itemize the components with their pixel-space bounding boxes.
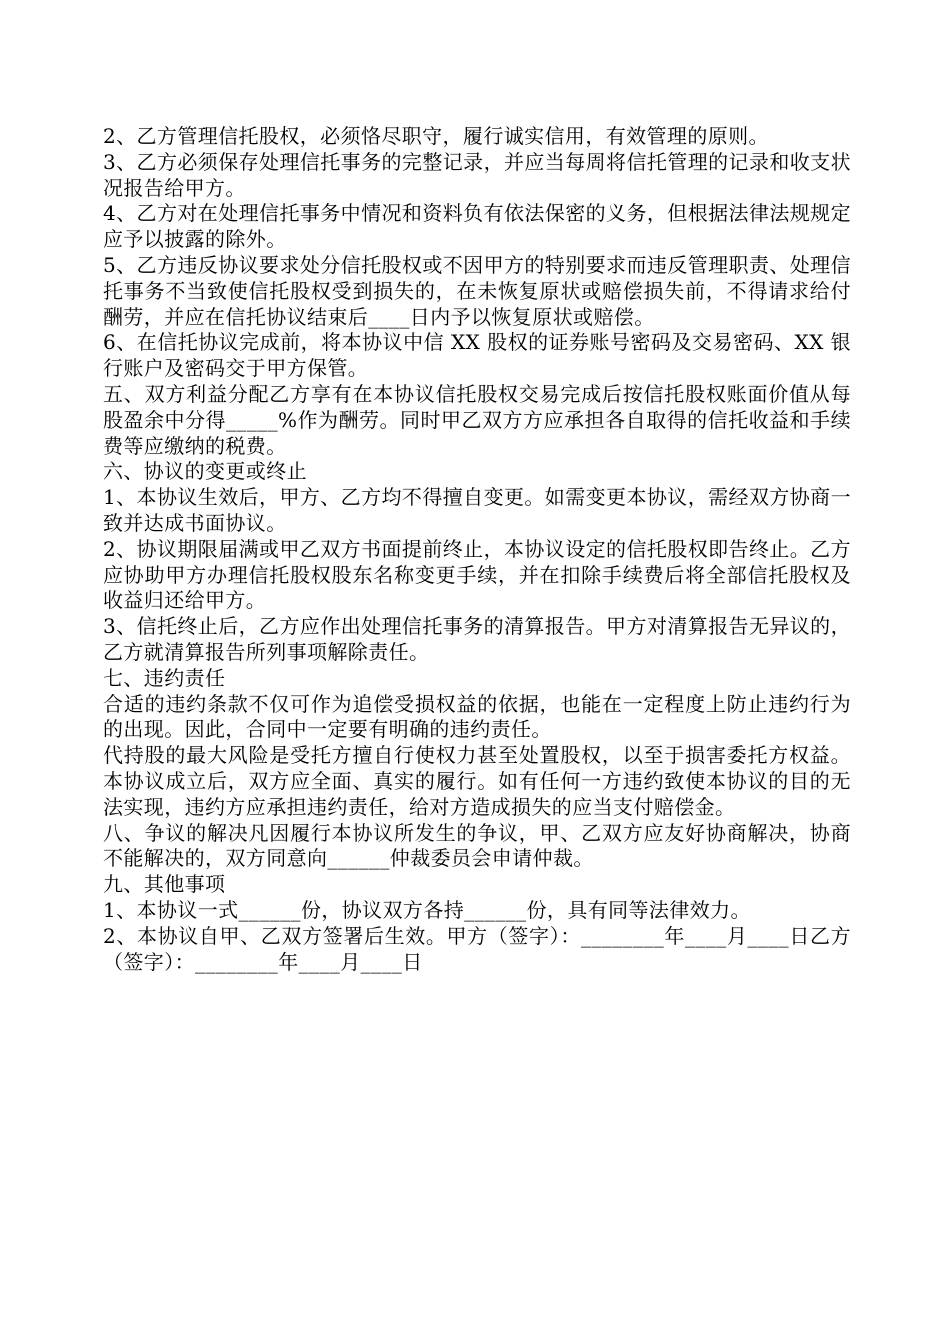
- clause-5-breach-compensation: 5、乙方违反协议要求处分信托股权或不因甲方的特别要求而违反管理职责、处理信托事务不当致使信托股权受到损失的，在未恢复原状或赔偿损失前，不得请求给付酬劳，并应在信托协议结束后____日内予以恢复原状或赔偿。: [103, 252, 851, 329]
- section-5-profit-distribution: 五、双方利益分配乙方享有在本协议信托股权交易完成后按信托股权账面价值从每股盈余中分得_____%作为酬劳。同时甲乙双方方应承担各自取得的信托收益和手续费等应缴纳的税费。: [103, 381, 851, 458]
- clause-2-trustee-duty: 2、乙方管理信托股权，必须恪尽职守，履行诚实信用，有效管理的原则。: [103, 124, 769, 148]
- section-8-dispute-resolution: 八、争议的解决凡因履行本协议所发生的争议，甲、乙双方应友好协商解决，协商不能解决的，双方同意向______仲裁委员会申请仲裁。: [103, 820, 851, 871]
- section-7-paragraph-1: 合适的违约条款不仅可作为追偿受损权益的依据，也能在一定程度上防止违约行为的出现。因此，合同中一定要有明确的违约责任。: [103, 691, 851, 742]
- section-6-clause-1: 1、本协议生效后，甲方、乙方均不得擅自变更。如需变更本协议，需经双方协商一致并达成书面协议。: [103, 485, 851, 535]
- section-7-heading: 七、违约责任: [103, 665, 226, 690]
- section-6-clause-2: 2、协议期限届满或甲乙双方书面提前终止，本协议设定的信托股权即告终止。乙方应协助甲方办理信托股权股东名称变更手续，并在扣除手续费后将全部信托股权及收益归还给甲方。: [103, 536, 851, 613]
- section-9-clause-1: 1、本协议一式______份，协议双方各持______份，具有同等法律效力。: [103, 897, 751, 922]
- section-6-heading: 六、协议的变更或终止: [103, 459, 307, 484]
- clause-4-confidentiality: 4、乙方对在处理信托事务中情况和资料负有依法保密的义务，但根据法律法规规定应予以披露的除外。: [103, 201, 851, 252]
- section-6-clause-3: 3、信托终止后，乙方应作出处理信托事务的清算报告。甲方对清算报告无异议的，乙方就清算报告所列事项解除责任。: [103, 614, 851, 664]
- document-body: [103, 124, 851, 975]
- clause-3-records: 3、乙方必须保存处理信托事务的完整记录，并应当每周将信托管理的记录和收支状况报告给甲方。: [103, 149, 851, 200]
- section-9-heading: 九、其他事项: [103, 872, 226, 897]
- clause-6-account-custody: 6、在信托协议完成前，将本协议中信 XX 股权的证券账号密码及交易密码、XX 银行账户及密码交于甲方保管。: [103, 330, 851, 381]
- section-9-clause-2-signatures: 2、本协议自甲、乙双方签署后生效。甲方（签字）：________年____月____日乙方（签字）：________年____月____日: [103, 923, 851, 974]
- section-7-paragraph-2: 代持股的最大风险是受托方擅自行使权力甚至处置股权，以至于损害委托方权益。 本协议成立后，双方应全面、真实的履行。如有任何一方违约致使本协议的目的无法实现，违约方应承担违约责任，给对方造成损失的应当支付赔偿金。: [103, 743, 851, 819]
